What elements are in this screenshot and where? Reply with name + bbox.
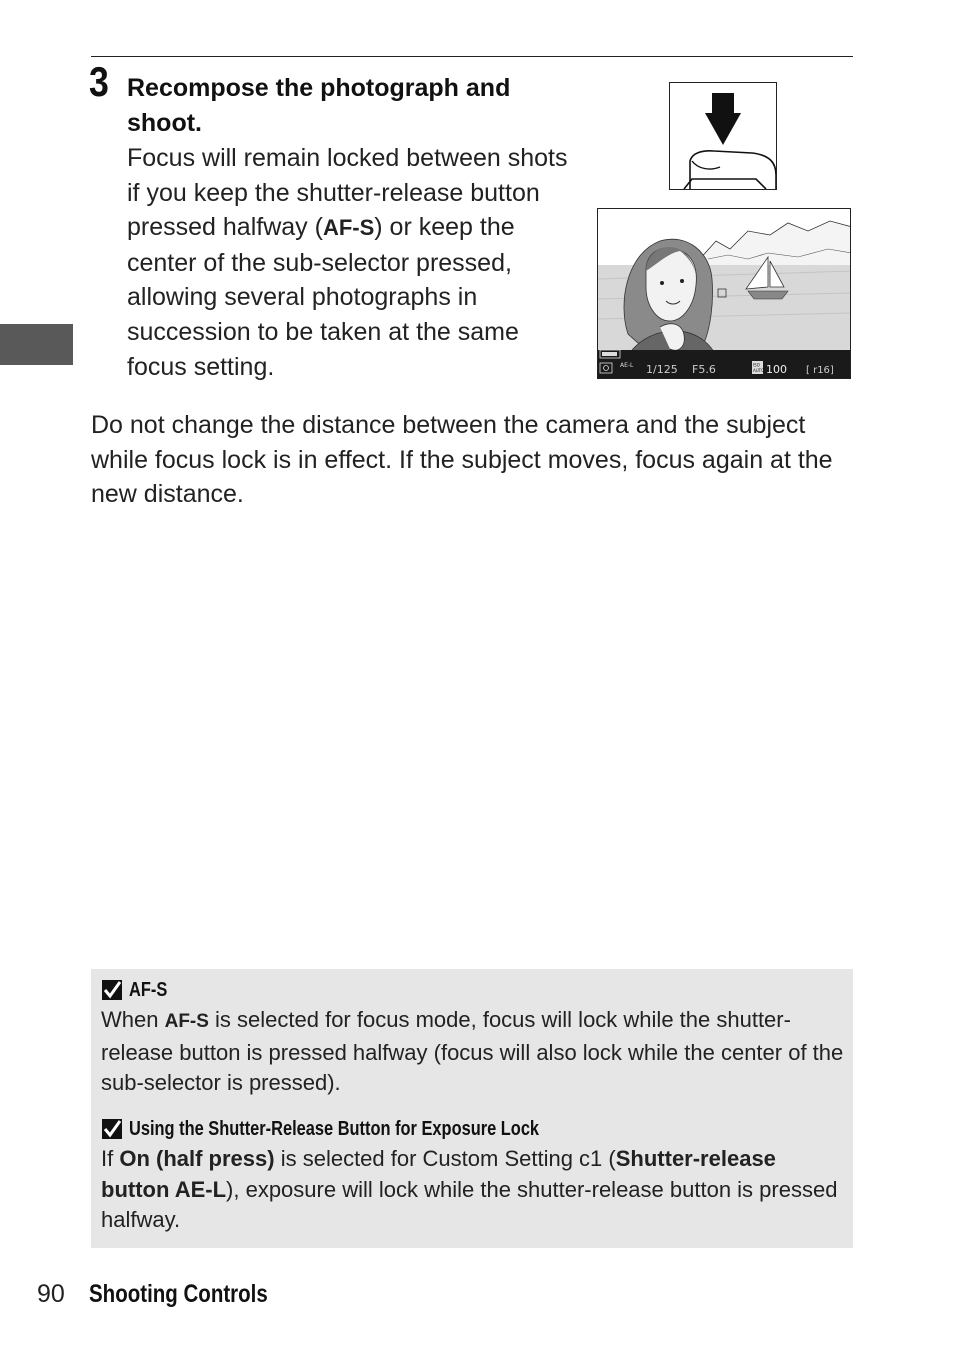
checkmark-icon: [101, 979, 123, 1001]
ael-indicator: AE-L: [620, 362, 634, 369]
checkmark-icon: [101, 1118, 123, 1140]
iso-value: 100: [766, 363, 787, 376]
note-exposure-lock-title: Using the Shutter-Release Button for Exposure Lock: [129, 1118, 540, 1140]
af-s-label: AF-S: [322, 215, 375, 241]
note-af-s: [101, 977, 846, 1099]
notes-box: [91, 969, 853, 1248]
shutter-press-illustration: [669, 82, 777, 190]
note-af-s-body: When AF-S is selected for focus mode, focus will lock while the shutter-release button is pressed halfway (focus will also lock while the center of the sub-selector is pressed).: [101, 1007, 844, 1095]
iso-label-bottom: AUTO: [753, 368, 765, 373]
note-exposure-lock: [101, 1116, 846, 1236]
note-af-s-title: AF-S: [129, 979, 168, 1001]
step-title: Recompose the photograph and shoot.: [127, 74, 511, 137]
step-body: Focus will remain locked between shots if you keep the shutter-release button pressed halfway (AF-S) or keep the center of the sub-selector pressed, allowing several photographs in succession to be taken at the same focus setting.: [127, 144, 568, 381]
step-number: 3: [89, 58, 109, 105]
shutter-speed: 1/125: [646, 363, 678, 376]
focus-distance-paragraph: Do not change the distance between the camera and the subject while focus lock is in effect. If the subject moves, focus again at the new distance.: [91, 411, 833, 509]
viewfinder-illustration: [597, 208, 851, 379]
iso-label-top: ISO: [753, 362, 760, 368]
frame-count: [ r16]: [806, 365, 834, 376]
shutter-press-icon: [670, 83, 777, 190]
viewfinder-scene: [598, 209, 851, 379]
section-title: Shooting Controls: [88, 1280, 268, 1308]
aperture: F5.6: [692, 363, 716, 376]
page-footer: [37, 1278, 307, 1310]
chapter-tab: [0, 324, 73, 365]
page-number: 90: [37, 1280, 65, 1308]
step-block: [127, 71, 577, 384]
top-rule: [91, 56, 853, 57]
note-exposure-lock-body: If On (half press) is selected for Custom Setting c1 (Shutter-release button AE-L), exposure will lock while the shutter-release button is pressed halfway.: [101, 1146, 838, 1232]
